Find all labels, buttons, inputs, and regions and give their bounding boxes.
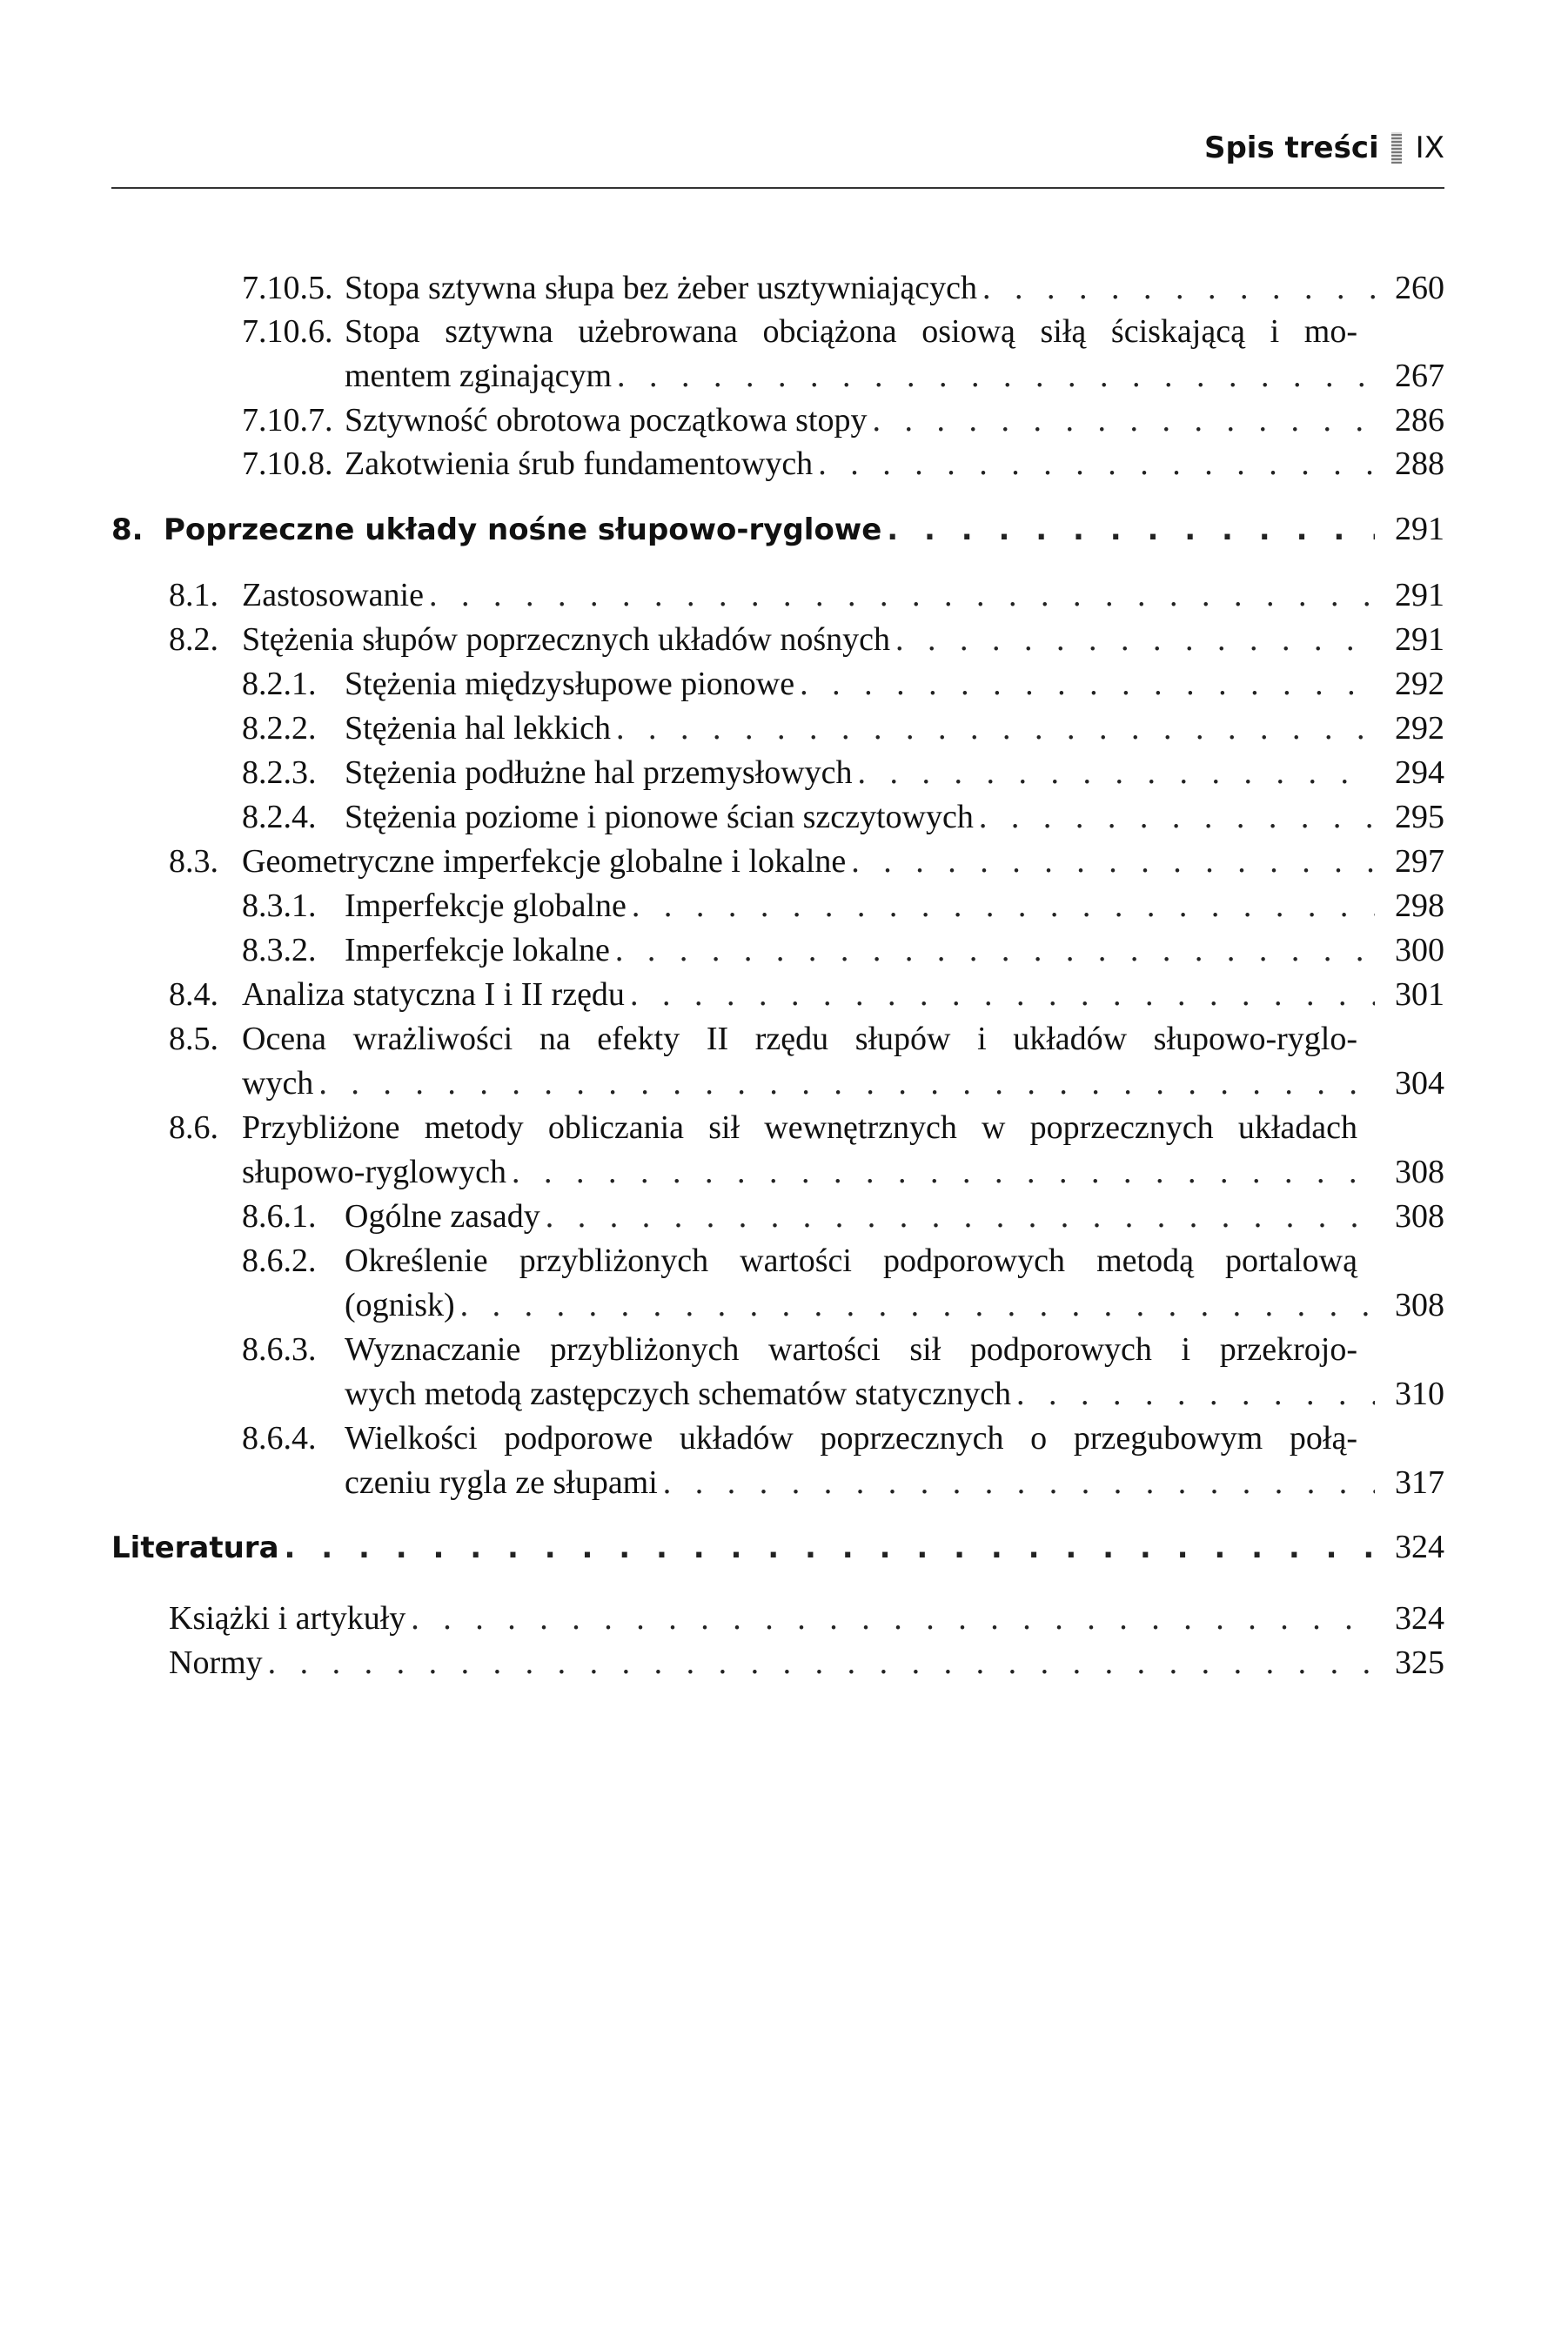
- dot-leader: [460, 1283, 1375, 1328]
- entry-number: 8.6.2.: [242, 1242, 317, 1279]
- entry-page: 295: [1395, 799, 1444, 835]
- entry-title: Geometryczne imperfekcje globalne i lokalne: [242, 843, 847, 880]
- entry-number: 8.3.2.: [242, 932, 317, 968]
- entry-number: 8.3.1.: [242, 887, 317, 924]
- dot-leader: [982, 266, 1375, 311]
- entry-title: Normy: [169, 1644, 263, 1681]
- entry-page: 297: [1395, 843, 1444, 880]
- entry-title: Stężenia słupów poprzecznych układów nośnych: [242, 621, 891, 658]
- entry-title: mentem zginającym: [345, 358, 613, 394]
- dot-leader: [268, 1641, 1375, 1685]
- dot-leader: [858, 751, 1375, 795]
- entry-number: 8.2.2.: [242, 710, 317, 747]
- dot-leader: [617, 354, 1375, 399]
- entry-title: wych: [242, 1065, 314, 1102]
- entry-title: Ogólne zasady: [345, 1198, 540, 1235]
- dot-leader: [285, 1526, 1375, 1571]
- toc-entry[interactable]: [169, 1597, 1444, 1641]
- entry-title-line1: Wielkości podporowe układów poprzecznych o przegubowym połą-: [345, 1420, 1357, 1457]
- entry-page: 301: [1395, 976, 1444, 1013]
- toc-entry[interactable]: [242, 399, 1444, 443]
- toc-entry[interactable]: [169, 1106, 1444, 1195]
- entry-page: 286: [1395, 402, 1444, 439]
- entry-number: 8.6.: [169, 1109, 218, 1146]
- toc-entry[interactable]: [242, 1328, 1444, 1417]
- toc-entry[interactable]: [242, 1239, 1444, 1328]
- dot-leader: [318, 1062, 1375, 1106]
- entry-number: 8.2.1.: [242, 666, 317, 702]
- toc-entry[interactable]: [169, 840, 1444, 884]
- chapter-title: Literatura: [111, 1530, 279, 1565]
- dot-leader: [873, 399, 1376, 443]
- entry-page: 300: [1395, 932, 1444, 968]
- entry-page: 294: [1395, 754, 1444, 791]
- toc-entry[interactable]: [242, 662, 1444, 707]
- entry-title: Książki i artykuły: [169, 1600, 406, 1637]
- entry-number: 7.10.6.: [242, 313, 333, 350]
- entry-title: wych metodą zastępczych schematów statycznych: [345, 1376, 1012, 1412]
- entry-title: Analiza statyczna I i II rzędu: [242, 976, 625, 1013]
- toc-entry[interactable]: [242, 1417, 1444, 1505]
- entry-number: 8.1.: [169, 577, 218, 613]
- toc-entry[interactable]: [169, 1641, 1444, 1685]
- dot-leader: [429, 573, 1375, 618]
- entry-number: 8.2.4.: [242, 799, 317, 835]
- entry-title: czeniu rygla ze słupami: [345, 1464, 658, 1501]
- toc-entry[interactable]: [242, 1195, 1444, 1239]
- entry-page: 308: [1395, 1154, 1444, 1190]
- toc-entry[interactable]: [169, 973, 1444, 1017]
- entry-number: 7.10.5.: [242, 270, 333, 306]
- dot-leader: [979, 795, 1375, 840]
- dot-leader: [615, 928, 1375, 973]
- entry-page: 324: [1395, 1529, 1444, 1565]
- chapter-title: Poprzeczne układy nośne słupowo-ryglowe: [164, 512, 882, 547]
- entry-page: 288: [1395, 445, 1444, 482]
- entry-page: 291: [1395, 577, 1444, 613]
- entry-number: 7.10.8.: [242, 445, 333, 482]
- entry-title: Imperfekcje globalne: [345, 887, 627, 924]
- toc-entry[interactable]: [242, 310, 1444, 399]
- toc-entry[interactable]: [242, 266, 1444, 311]
- dot-leader: [512, 1150, 1375, 1195]
- entry-title: Stężenia poziome i pionowe ścian szczytowych: [345, 799, 974, 835]
- entry-title: Zakotwienia śrub fundamentowych: [345, 445, 814, 482]
- entry-number: 7.10.7.: [242, 402, 333, 439]
- toc-entry[interactable]: [242, 884, 1444, 928]
- dot-leader: [663, 1461, 1375, 1505]
- chapter-number: 8.: [111, 512, 144, 547]
- entry-title-line1: Stopa sztywna użebrowana obciążona osiową siłą ściskającą i mo-: [345, 313, 1357, 350]
- entry-number: 8.4.: [169, 976, 218, 1013]
- toc-entry[interactable]: [242, 751, 1444, 795]
- entry-page: 292: [1395, 710, 1444, 747]
- entry-page: 291: [1395, 511, 1444, 547]
- entry-title: słupowo-ryglowych: [242, 1154, 506, 1190]
- entry-page: 325: [1395, 1644, 1444, 1681]
- toc-entry[interactable]: [169, 1017, 1444, 1106]
- entry-page: 260: [1395, 270, 1444, 306]
- toc-entry[interactable]: [242, 928, 1444, 973]
- dot-leader: [851, 840, 1375, 884]
- toc-entry[interactable]: [169, 618, 1444, 662]
- dot-leader: [616, 707, 1375, 751]
- entry-title: Imperfekcje lokalne: [345, 932, 610, 968]
- entry-number: 8.6.3.: [242, 1331, 317, 1368]
- entry-title: Stopa sztywna słupa bez żeber usztywniających: [345, 270, 978, 306]
- dot-leader: [887, 508, 1375, 553]
- entry-number: 8.6.1.: [242, 1198, 317, 1235]
- entry-page: 310: [1395, 1376, 1444, 1412]
- entry-page: 308: [1395, 1198, 1444, 1235]
- entry-number: 8.2.3.: [242, 754, 317, 791]
- entry-number: 8.2.: [169, 621, 218, 658]
- entry-title: Stężenia międzysłupowe pionowe: [345, 666, 795, 702]
- dot-leader: [411, 1597, 1375, 1641]
- entry-page: 308: [1395, 1287, 1444, 1323]
- entry-title-line1: Określenie przybliżonych wartości podporowych metodą portalową: [345, 1242, 1357, 1279]
- entry-title: (ognisk): [345, 1287, 455, 1323]
- dot-leader: [546, 1195, 1375, 1239]
- entry-page: 324: [1395, 1600, 1444, 1637]
- dot-leader: [818, 442, 1375, 486]
- toc-entry[interactable]: [242, 442, 1444, 486]
- entry-title-line1: Ocena wrażliwości na efekty II rzędu słupów i układów słupowo-ryglo-: [242, 1021, 1357, 1057]
- entry-page: 267: [1395, 358, 1444, 394]
- entry-page: 304: [1395, 1065, 1444, 1102]
- dot-leader: [632, 884, 1375, 928]
- entry-title-line1: Przybliżone metody obliczania sił wewnętrznych w poprzecznych układach: [242, 1109, 1357, 1146]
- entry-number: 8.6.4.: [242, 1420, 317, 1457]
- entry-page: 292: [1395, 666, 1444, 702]
- header-page-number: IX: [1415, 131, 1444, 165]
- toc-chapter[interactable]: [111, 1525, 1444, 1570]
- dot-leader: [1016, 1372, 1375, 1417]
- dot-leader: [895, 618, 1375, 662]
- toc-entry[interactable]: [169, 573, 1444, 618]
- entry-page: 298: [1395, 887, 1444, 924]
- entry-title: Sztywność obrotowa początkowa stopy: [345, 402, 868, 439]
- entry-title: Stężenia podłużne hal przemysłowych: [345, 754, 853, 791]
- entry-number: 8.3.: [169, 843, 218, 880]
- toc-entry[interactable]: [242, 707, 1444, 751]
- toc-entry[interactable]: [242, 795, 1444, 840]
- dot-leader: [630, 973, 1375, 1017]
- entry-page: 291: [1395, 621, 1444, 658]
- entry-page: 317: [1395, 1464, 1444, 1501]
- entry-title: Zastosowanie: [242, 577, 424, 613]
- entry-number: 8.5.: [169, 1021, 218, 1057]
- entry-title-line1: Wyznaczanie przybliżonych wartości sił podporowych i przekrojo-: [345, 1331, 1357, 1368]
- toc-chapter[interactable]: [111, 507, 1444, 552]
- dot-leader: [800, 662, 1375, 707]
- entry-title: Stężenia hal lekkich: [345, 710, 611, 747]
- header-title: Spis treści: [1203, 131, 1379, 165]
